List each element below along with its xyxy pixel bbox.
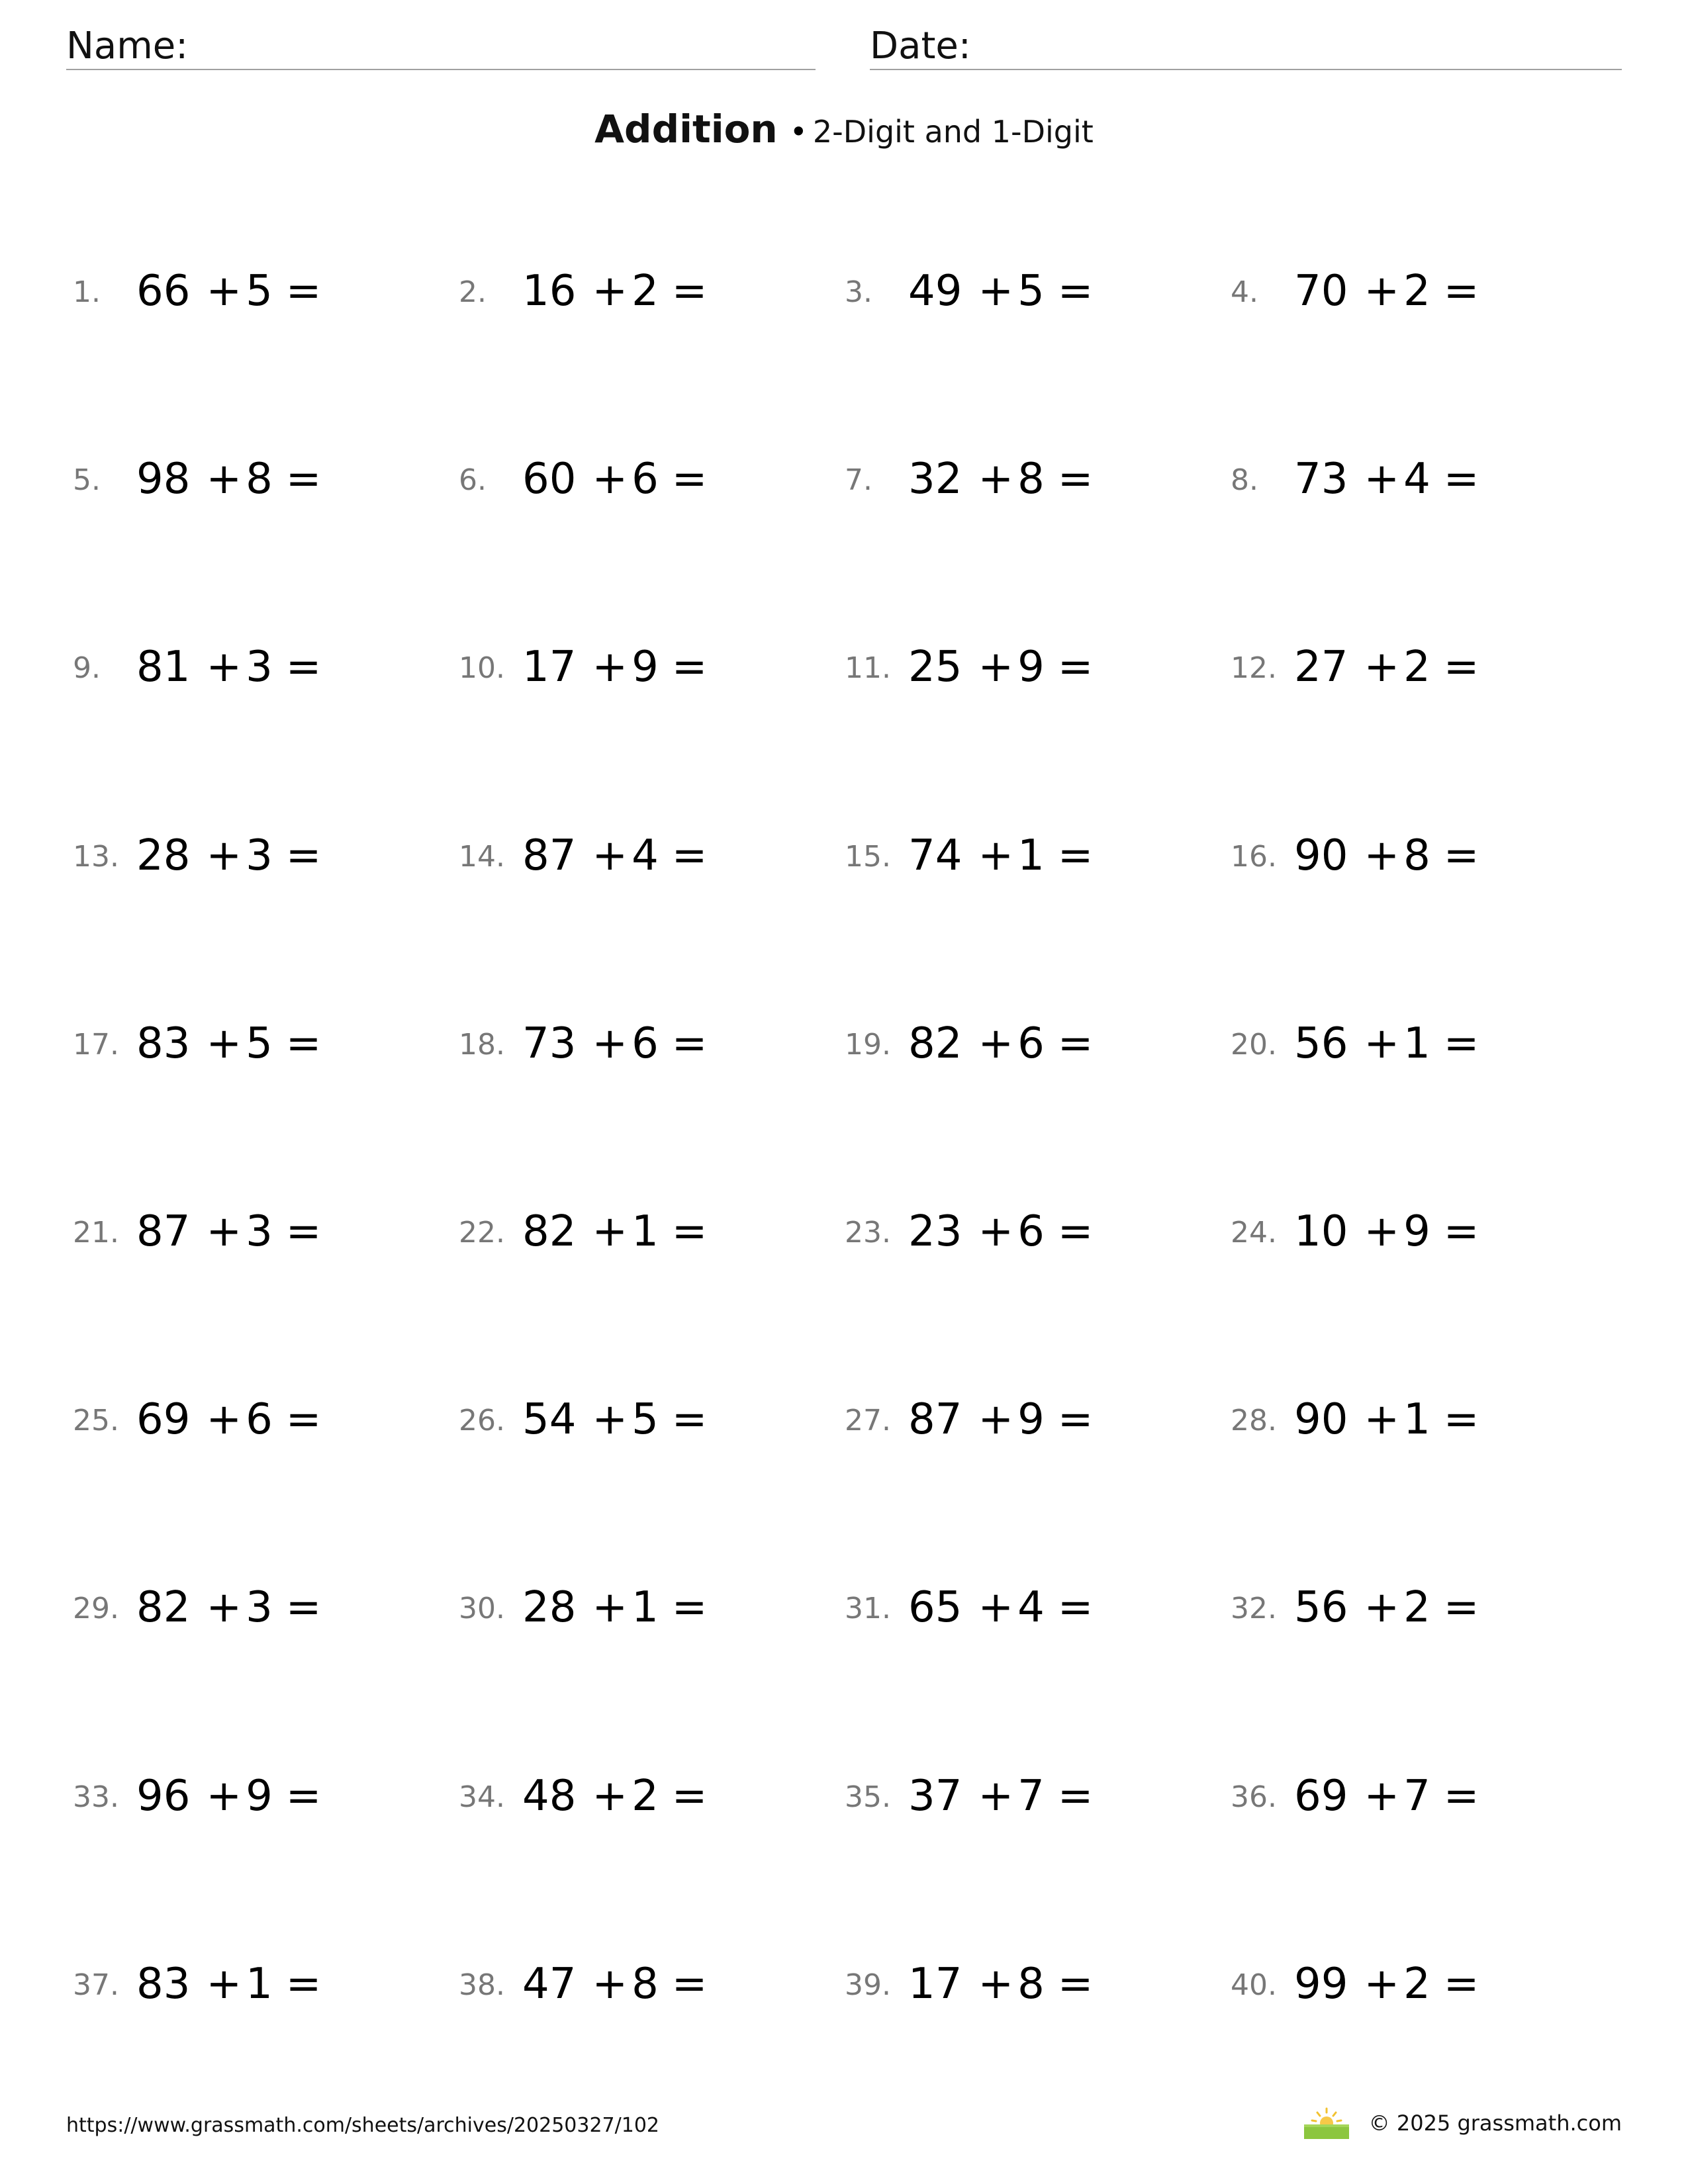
problem-expression — [1294, 455, 1479, 503]
addend-b: 1 — [1403, 1019, 1430, 1068]
problem-21 — [73, 1201, 444, 1261]
equals-sign: = — [1057, 267, 1094, 316]
problem-20 — [1231, 1013, 1601, 1073]
addend-a: 10 — [1294, 1207, 1348, 1256]
problem-number: 17. — [73, 1028, 119, 1062]
plus-sign: + — [978, 1583, 1014, 1632]
addend-a: 17 — [908, 1960, 962, 2009]
addend-b: 1 — [632, 1207, 659, 1256]
problem-expression — [136, 1584, 321, 1631]
footer-url: https://www.grassmath.com/sheets/archives/20250327/102 — [66, 2114, 660, 2137]
addend-b: 1 — [1017, 831, 1045, 880]
equals-sign: = — [1443, 1772, 1479, 1821]
problem-expression — [1294, 1584, 1479, 1631]
addend-a: 28 — [522, 1583, 577, 1632]
problem-number: 36. — [1231, 1780, 1277, 1814]
problem-number: 18. — [459, 1028, 505, 1062]
problem-17 — [73, 1013, 444, 1073]
problem-26 — [459, 1389, 829, 1449]
problem-expression — [1294, 1208, 1479, 1255]
addend-b: 8 — [1017, 455, 1045, 504]
addend-a: 17 — [522, 643, 577, 692]
equals-sign: = — [1057, 1583, 1094, 1632]
equals-sign: = — [671, 1772, 708, 1821]
problem-number: 33. — [73, 1780, 119, 1814]
addend-b: 9 — [1017, 643, 1045, 692]
problem-39 — [845, 1954, 1215, 2013]
problem-number: 3. — [845, 275, 872, 309]
problem-3 — [845, 261, 1215, 320]
problem-expression — [908, 1396, 1093, 1443]
footer-copyright: © 2025 grassmath.com — [1368, 2111, 1622, 2136]
problem-27 — [845, 1389, 1215, 1449]
date-label: Date: — [870, 24, 971, 68]
addend-a: 65 — [908, 1583, 962, 1632]
addend-b: 5 — [1017, 267, 1045, 316]
addend-b: 3 — [246, 643, 273, 692]
problem-expression — [522, 267, 707, 315]
equals-sign: = — [1443, 1960, 1479, 2009]
problem-number: 6. — [459, 463, 487, 497]
addend-a: 99 — [1294, 1960, 1348, 2009]
plus-sign: + — [1364, 1583, 1400, 1632]
addend-a: 56 — [1294, 1583, 1348, 1632]
addend-a: 73 — [522, 1019, 577, 1068]
equals-sign: = — [285, 1395, 322, 1444]
problem-number: 2. — [459, 275, 487, 309]
problem-38 — [459, 1954, 829, 2013]
problem-36 — [1231, 1766, 1601, 1825]
addend-b: 2 — [1403, 1960, 1430, 2009]
plus-sign: + — [1364, 1207, 1400, 1256]
problem-expression — [908, 1208, 1093, 1255]
problem-number: 21. — [73, 1216, 119, 1250]
addend-a: 54 — [522, 1395, 577, 1444]
problem-expression — [522, 1584, 707, 1631]
addend-b: 7 — [1403, 1772, 1430, 1821]
plus-sign: + — [592, 1772, 628, 1821]
problem-19 — [845, 1013, 1215, 1073]
equals-sign: = — [671, 643, 708, 692]
problem-12 — [1231, 637, 1601, 696]
problem-expression — [136, 1396, 321, 1443]
plus-sign: + — [206, 1960, 242, 2009]
problem-expression — [522, 1772, 707, 1820]
problem-expression — [908, 1584, 1093, 1631]
plus-sign: + — [592, 455, 628, 504]
plus-sign: + — [206, 643, 242, 692]
equals-sign: = — [671, 267, 708, 316]
problem-1 — [73, 261, 444, 320]
plus-sign: + — [978, 1395, 1014, 1444]
plus-sign: + — [592, 643, 628, 692]
plus-sign: + — [592, 831, 628, 880]
addend-a: 49 — [908, 267, 962, 316]
addend-a: 83 — [136, 1960, 191, 2009]
problem-number: 39. — [845, 1968, 891, 2002]
problem-5 — [73, 449, 444, 508]
plus-sign: + — [206, 831, 242, 880]
problem-number: 10. — [459, 651, 505, 685]
problem-number: 23. — [845, 1216, 891, 1250]
addend-a: 83 — [136, 1019, 191, 1068]
addend-b: 7 — [1017, 1772, 1045, 1821]
addend-b: 1 — [632, 1583, 659, 1632]
equals-sign: = — [671, 1207, 708, 1256]
addend-b: 6 — [246, 1395, 273, 1444]
addend-a: 81 — [136, 643, 191, 692]
plus-sign: + — [978, 831, 1014, 880]
plus-sign: + — [592, 1583, 628, 1632]
problem-number: 1. — [73, 275, 101, 309]
equals-sign: = — [1057, 1019, 1094, 1068]
problem-number: 25. — [73, 1404, 119, 1437]
equals-sign: = — [671, 1960, 708, 2009]
problem-9 — [73, 637, 444, 696]
problem-34 — [459, 1766, 829, 1825]
problem-14 — [459, 825, 829, 885]
problem-13 — [73, 825, 444, 885]
problem-expression — [522, 1208, 707, 1255]
addend-a: 69 — [136, 1395, 191, 1444]
addend-a: 73 — [1294, 455, 1348, 504]
footer-branding — [1304, 2109, 1622, 2138]
equals-sign: = — [1443, 1019, 1479, 1068]
problem-expression — [522, 1020, 707, 1068]
problem-number: 24. — [1231, 1216, 1277, 1250]
problem-expression — [136, 643, 321, 691]
problem-number: 31. — [845, 1592, 891, 1625]
equals-sign: = — [1057, 831, 1094, 880]
addend-a: 47 — [522, 1960, 577, 2009]
addend-a: 74 — [908, 831, 962, 880]
addend-b: 9 — [246, 1772, 273, 1821]
addend-b: 2 — [632, 267, 659, 316]
addend-a: 90 — [1294, 831, 1348, 880]
equals-sign: = — [285, 1207, 322, 1256]
plus-sign: + — [206, 1019, 242, 1068]
plus-sign: + — [592, 1019, 628, 1068]
problem-number: 30. — [459, 1592, 505, 1625]
addend-b: 4 — [632, 831, 659, 880]
problem-number: 8. — [1231, 463, 1258, 497]
problem-6 — [459, 449, 829, 508]
equals-sign: = — [1057, 643, 1094, 692]
problem-expression — [522, 455, 707, 503]
problem-expression — [136, 1772, 321, 1820]
addend-a: 27 — [1294, 643, 1348, 692]
problem-15 — [845, 825, 1215, 885]
addend-a: 37 — [908, 1772, 962, 1821]
addend-a: 82 — [522, 1207, 577, 1256]
problem-expression — [1294, 1772, 1479, 1820]
plus-sign: + — [206, 1772, 242, 1821]
plus-sign: + — [206, 1207, 242, 1256]
addend-b: 9 — [632, 643, 659, 692]
addend-b: 2 — [1403, 643, 1430, 692]
equals-sign: = — [285, 1960, 322, 2009]
title-main: Addition — [594, 107, 778, 152]
addend-b: 4 — [1403, 455, 1430, 504]
equals-sign: = — [1057, 455, 1094, 504]
addend-a: 87 — [136, 1207, 191, 1256]
addend-b: 6 — [632, 455, 659, 504]
problem-number: 29. — [73, 1592, 119, 1625]
plus-sign: + — [1364, 1960, 1400, 2009]
equals-sign: = — [1057, 1395, 1094, 1444]
addend-b: 2 — [632, 1772, 659, 1821]
problem-number: 22. — [459, 1216, 505, 1250]
problem-expression — [1294, 643, 1479, 691]
problem-expression — [908, 1772, 1093, 1820]
name-label: Name: — [66, 24, 189, 68]
plus-sign: + — [592, 267, 628, 316]
problem-number: 28. — [1231, 1404, 1277, 1437]
plus-sign: + — [978, 1772, 1014, 1821]
equals-sign: = — [285, 1583, 322, 1632]
problem-number: 5. — [73, 463, 101, 497]
equals-sign: = — [1443, 1583, 1479, 1632]
addend-b: 8 — [1403, 831, 1430, 880]
addend-b: 1 — [1403, 1395, 1430, 1444]
addend-b: 5 — [246, 1019, 273, 1068]
plus-sign: + — [592, 1395, 628, 1444]
plus-sign: + — [1364, 1772, 1400, 1821]
addend-a: 87 — [908, 1395, 962, 1444]
problem-expression — [1294, 1960, 1479, 2008]
plus-sign: + — [206, 1583, 242, 1632]
problem-expression — [908, 455, 1093, 503]
title-subtitle: 2-Digit and 1-Digit — [812, 114, 1094, 150]
addend-a: 56 — [1294, 1019, 1348, 1068]
problem-expression — [1294, 1396, 1479, 1443]
plus-sign: + — [1364, 831, 1400, 880]
plus-sign: + — [206, 1395, 242, 1444]
addend-b: 6 — [1017, 1019, 1045, 1068]
addend-a: 87 — [522, 831, 577, 880]
addend-b: 6 — [632, 1019, 659, 1068]
problem-expression — [136, 832, 321, 880]
title-separator: • — [789, 114, 808, 150]
equals-sign: = — [285, 455, 322, 504]
problem-expression — [1294, 1020, 1479, 1068]
plus-sign: + — [206, 455, 242, 504]
addend-b: 8 — [1017, 1960, 1045, 2009]
name-field[interactable] — [66, 23, 816, 70]
equals-sign: = — [285, 267, 322, 316]
problem-number: 13. — [73, 840, 119, 874]
problem-16 — [1231, 825, 1601, 885]
addend-b: 4 — [1017, 1583, 1045, 1632]
equals-sign: = — [1443, 267, 1479, 316]
equals-sign: = — [1057, 1207, 1094, 1256]
addend-b: 3 — [246, 831, 273, 880]
equals-sign: = — [1443, 831, 1479, 880]
addend-a: 32 — [908, 455, 962, 504]
problem-number: 32. — [1231, 1592, 1277, 1625]
equals-sign: = — [285, 831, 322, 880]
addend-b: 8 — [246, 455, 273, 504]
problem-expression — [908, 832, 1093, 880]
problem-33 — [73, 1766, 444, 1825]
problem-expression — [136, 1020, 321, 1068]
equals-sign: = — [285, 1019, 322, 1068]
problem-29 — [73, 1577, 444, 1637]
problem-expression — [908, 1960, 1093, 2008]
equals-sign: = — [671, 1583, 708, 1632]
problem-number: 40. — [1231, 1968, 1277, 2002]
problem-24 — [1231, 1201, 1601, 1261]
problem-30 — [459, 1577, 829, 1637]
addend-a: 28 — [136, 831, 191, 880]
date-field[interactable] — [870, 23, 1622, 70]
problem-number: 26. — [459, 1404, 505, 1437]
problem-expression — [136, 455, 321, 503]
addend-a: 25 — [908, 643, 962, 692]
addend-a: 16 — [522, 267, 577, 316]
addend-b: 5 — [632, 1395, 659, 1444]
problem-25 — [73, 1389, 444, 1449]
plus-sign: + — [1364, 1395, 1400, 1444]
plus-sign: + — [1364, 267, 1400, 316]
equals-sign: = — [671, 455, 708, 504]
problem-number: 27. — [845, 1404, 891, 1437]
problem-number: 7. — [845, 463, 872, 497]
addend-b: 9 — [1403, 1207, 1430, 1256]
problem-expression — [908, 267, 1093, 315]
problem-number: 16. — [1231, 840, 1277, 874]
problem-4 — [1231, 261, 1601, 320]
problem-number: 35. — [845, 1780, 891, 1814]
equals-sign: = — [671, 831, 708, 880]
plus-sign: + — [1364, 1019, 1400, 1068]
problem-28 — [1231, 1389, 1601, 1449]
equals-sign: = — [1443, 643, 1479, 692]
addend-b: 2 — [1403, 267, 1430, 316]
equals-sign: = — [285, 643, 322, 692]
problem-2 — [459, 261, 829, 320]
problem-23 — [845, 1201, 1215, 1261]
addend-b: 5 — [246, 267, 273, 316]
problem-expression — [1294, 832, 1479, 880]
problem-number: 34. — [459, 1780, 505, 1814]
problem-22 — [459, 1201, 829, 1261]
plus-sign: + — [1364, 643, 1400, 692]
plus-sign: + — [206, 267, 242, 316]
equals-sign: = — [1057, 1960, 1094, 2009]
plus-sign: + — [978, 1207, 1014, 1256]
addend-a: 82 — [136, 1583, 191, 1632]
problem-expression — [908, 1020, 1093, 1068]
problem-18 — [459, 1013, 829, 1073]
problem-number: 37. — [73, 1968, 119, 2002]
addend-a: 96 — [136, 1772, 191, 1821]
problem-expression — [522, 1960, 707, 2008]
equals-sign: = — [1443, 455, 1479, 504]
addend-b: 8 — [632, 1960, 659, 2009]
problem-expression — [908, 643, 1093, 691]
equals-sign: = — [671, 1019, 708, 1068]
addend-a: 90 — [1294, 1395, 1348, 1444]
addend-a: 66 — [136, 267, 191, 316]
problem-number: 20. — [1231, 1028, 1277, 1062]
problem-number: 11. — [845, 651, 891, 685]
problem-number: 19. — [845, 1028, 891, 1062]
problem-expression — [522, 643, 707, 691]
problem-expression — [522, 1396, 707, 1443]
equals-sign: = — [671, 1395, 708, 1444]
addend-a: 69 — [1294, 1772, 1348, 1821]
addend-b: 3 — [246, 1583, 273, 1632]
equals-sign: = — [1057, 1772, 1094, 1821]
worksheet-title — [0, 103, 1688, 165]
addend-b: 1 — [246, 1960, 273, 2009]
problem-32 — [1231, 1577, 1601, 1637]
problem-31 — [845, 1577, 1215, 1637]
addend-a: 48 — [522, 1772, 577, 1821]
addend-a: 60 — [522, 455, 577, 504]
plus-sign: + — [978, 1960, 1014, 2009]
problem-expression — [136, 1960, 321, 2008]
problem-expression — [136, 267, 321, 315]
addend-b: 6 — [1017, 1207, 1045, 1256]
addend-b: 3 — [246, 1207, 273, 1256]
problem-10 — [459, 637, 829, 696]
plus-sign: + — [978, 267, 1014, 316]
problem-number: 9. — [73, 651, 101, 685]
addend-a: 82 — [908, 1019, 962, 1068]
problem-number: 14. — [459, 840, 505, 874]
problem-37 — [73, 1954, 444, 2013]
addend-b: 9 — [1017, 1395, 1045, 1444]
plus-sign: + — [592, 1960, 628, 2009]
plus-sign: + — [978, 455, 1014, 504]
plus-sign: + — [1364, 455, 1400, 504]
plus-sign: + — [978, 643, 1014, 692]
sun-over-grass-icon — [1304, 2107, 1349, 2139]
problem-expression — [522, 832, 707, 880]
addend-a: 70 — [1294, 267, 1348, 316]
addend-a: 98 — [136, 455, 191, 504]
problem-number: 4. — [1231, 275, 1258, 309]
problem-35 — [845, 1766, 1215, 1825]
problem-number: 12. — [1231, 651, 1277, 685]
plus-sign: + — [592, 1207, 628, 1256]
problem-number: 15. — [845, 840, 891, 874]
plus-sign: + — [978, 1019, 1014, 1068]
addend-a: 23 — [908, 1207, 962, 1256]
problem-expression — [136, 1208, 321, 1255]
equals-sign: = — [1443, 1207, 1479, 1256]
problem-number: 38. — [459, 1968, 505, 2002]
problem-7 — [845, 449, 1215, 508]
addend-b: 2 — [1403, 1583, 1430, 1632]
problem-expression — [1294, 267, 1479, 315]
equals-sign: = — [1443, 1395, 1479, 1444]
equals-sign: = — [285, 1772, 322, 1821]
problem-8 — [1231, 449, 1601, 508]
problem-40 — [1231, 1954, 1601, 2013]
problem-11 — [845, 637, 1215, 696]
